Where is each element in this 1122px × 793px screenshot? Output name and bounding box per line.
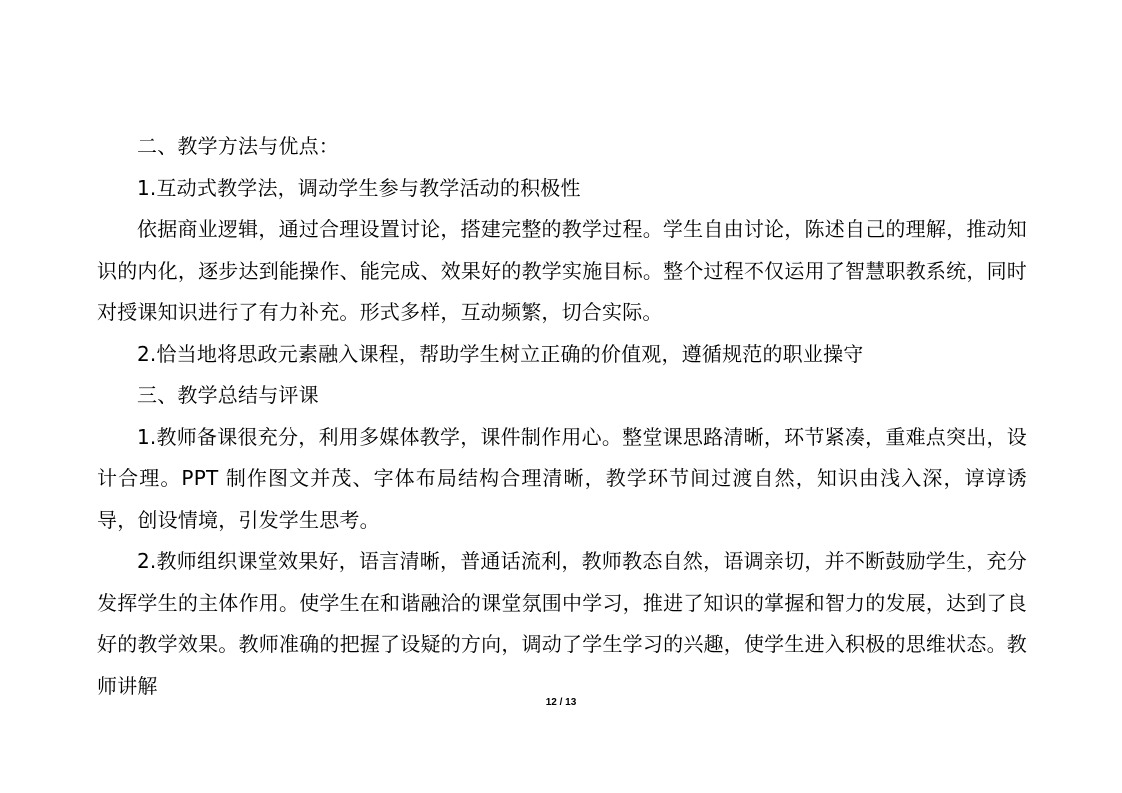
paragraph-classroom-organization: 2.教师组织课堂效果好，语言清晰，普通话流利，教师教态自然，语调亲切，并不断鼓励学生，充分发挥学生的主体作用。使学生在和谐融洽的课堂氛围中学习，推进了知识的掌握和智力的发展，达到了良好的教学效果。教师准确的把握了设疑的方向，调动了学生学习的兴趣，使学生进入积极的思维状态。教师讲解 (97, 549, 1027, 698)
page-body (97, 126, 1027, 698)
paragraph-interactive-teaching: 依据商业逻辑，通过合理设置讨论，搭建完整的教学过程。学生自由讨论，陈述自己的理解，推动知识的内化，逐步达到能操作、能完成、效果好的教学实施目标。整个过程不仅运用了智慧职教系统，同时对授课知识进行了有力补充。形式多样，互动频繁，切合实际。 (97, 217, 1027, 324)
section-heading-teaching-methods: 二、教学方法与优点： (137, 134, 339, 158)
subheading-ideological-elements: 2.恰当地将思政元素融入课程，帮助学生树立正确的价值观，遵循规范的职业操守 (137, 341, 864, 366)
subheading-interactive-teaching: 1.互动式教学法，调动学生参与教学活动的积极性 (137, 175, 581, 200)
page-number: 12 / 13 (545, 697, 577, 708)
paragraph-lesson-preparation: 1.教师备课很充分，利用多媒体教学，课件制作用心。整堂课思路清晰，环节紧凑，重难点突出，设计合理。PPT 制作图文并茂、字体布局结构合理清晰，教学环节间过渡自然，知识由浅入深，谆谆诱导，创设情境，引发学生思考。 (97, 424, 1027, 532)
section-heading-summary-evaluation: 三、教学总结与评课 (137, 383, 319, 407)
